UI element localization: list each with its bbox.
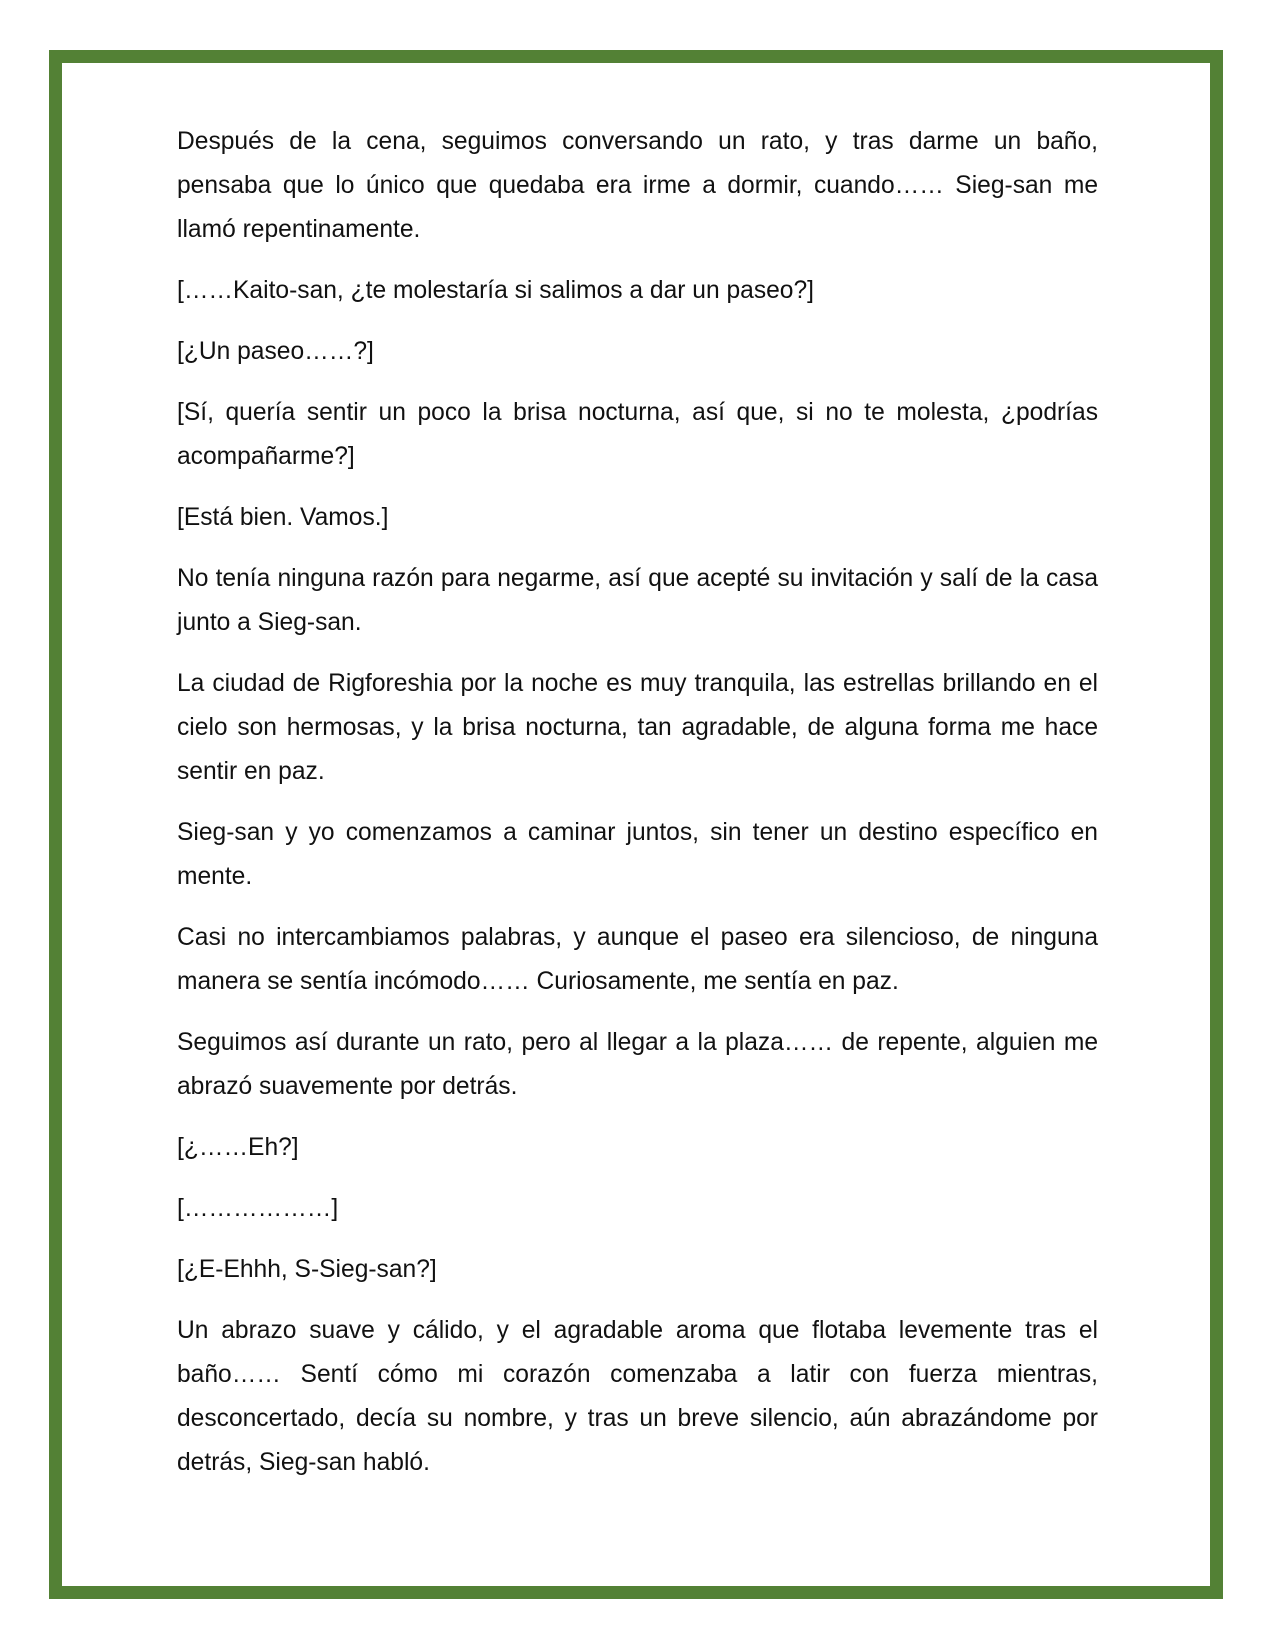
narration-paragraph: Un abrazo suave y cálido, y el agradable aroma que flotaba levemente tras el baño…… Sentí cómo mi corazón comenzaba a latir con fuerza mientras, desconcertado, decía su nombre, y tras un breve silencio, aún abrazándome por detrás, Sieg-san habló. [177,1317,1098,1476]
document-body [177,120,1098,1485]
dialogue-line: [Sí, quería sentir un poco la brisa nocturna, así que, si no te molesta, ¿podrías acompañarme?] [177,399,1098,470]
dialogue-line: [¿……Eh?] [177,1134,299,1161]
dialogue-line: [¿E-Ehhh, S-Sieg-san?] [177,1256,437,1283]
dialogue-line: [Está bien. Vamos.] [177,504,389,531]
narration-paragraph: No tenía ninguna razón para negarme, así que acepté su invitación y salí de la casa junto a Sieg-san. [177,565,1098,636]
narration-paragraph: Casi no intercambiamos palabras, y aunque el paseo era silencioso, de ninguna manera se sentía incómodo…… Curiosamente, me sentía en paz. [177,924,1098,995]
dialogue-line: [¿Un paseo……?] [177,338,374,365]
dialogue-line: [………………] [177,1195,339,1222]
dialogue-line: [……Kaito-san, ¿te molestaría si salimos a dar un paseo?] [177,277,814,304]
narration-paragraph: Después de la cena, seguimos conversando un rato, y tras darme un baño, pensaba que lo único que quedaba era irme a dormir, cuando…… Sieg-san me llamó repentinamente. [177,128,1098,243]
narration-paragraph: Sieg-san y yo comenzamos a caminar juntos, sin tener un destino específico en mente. [177,819,1098,890]
narration-paragraph: Seguimos así durante un rato, pero al llegar a la plaza…… de repente, alguien me abrazó suavemente por detrás. [177,1029,1098,1100]
narration-paragraph: La ciudad de Rigforeshia por la noche es muy tranquila, las estrellas brillando en el cielo son hermosas, y la brisa nocturna, tan agradable, de alguna forma me hace sentir en paz. [177,670,1098,785]
